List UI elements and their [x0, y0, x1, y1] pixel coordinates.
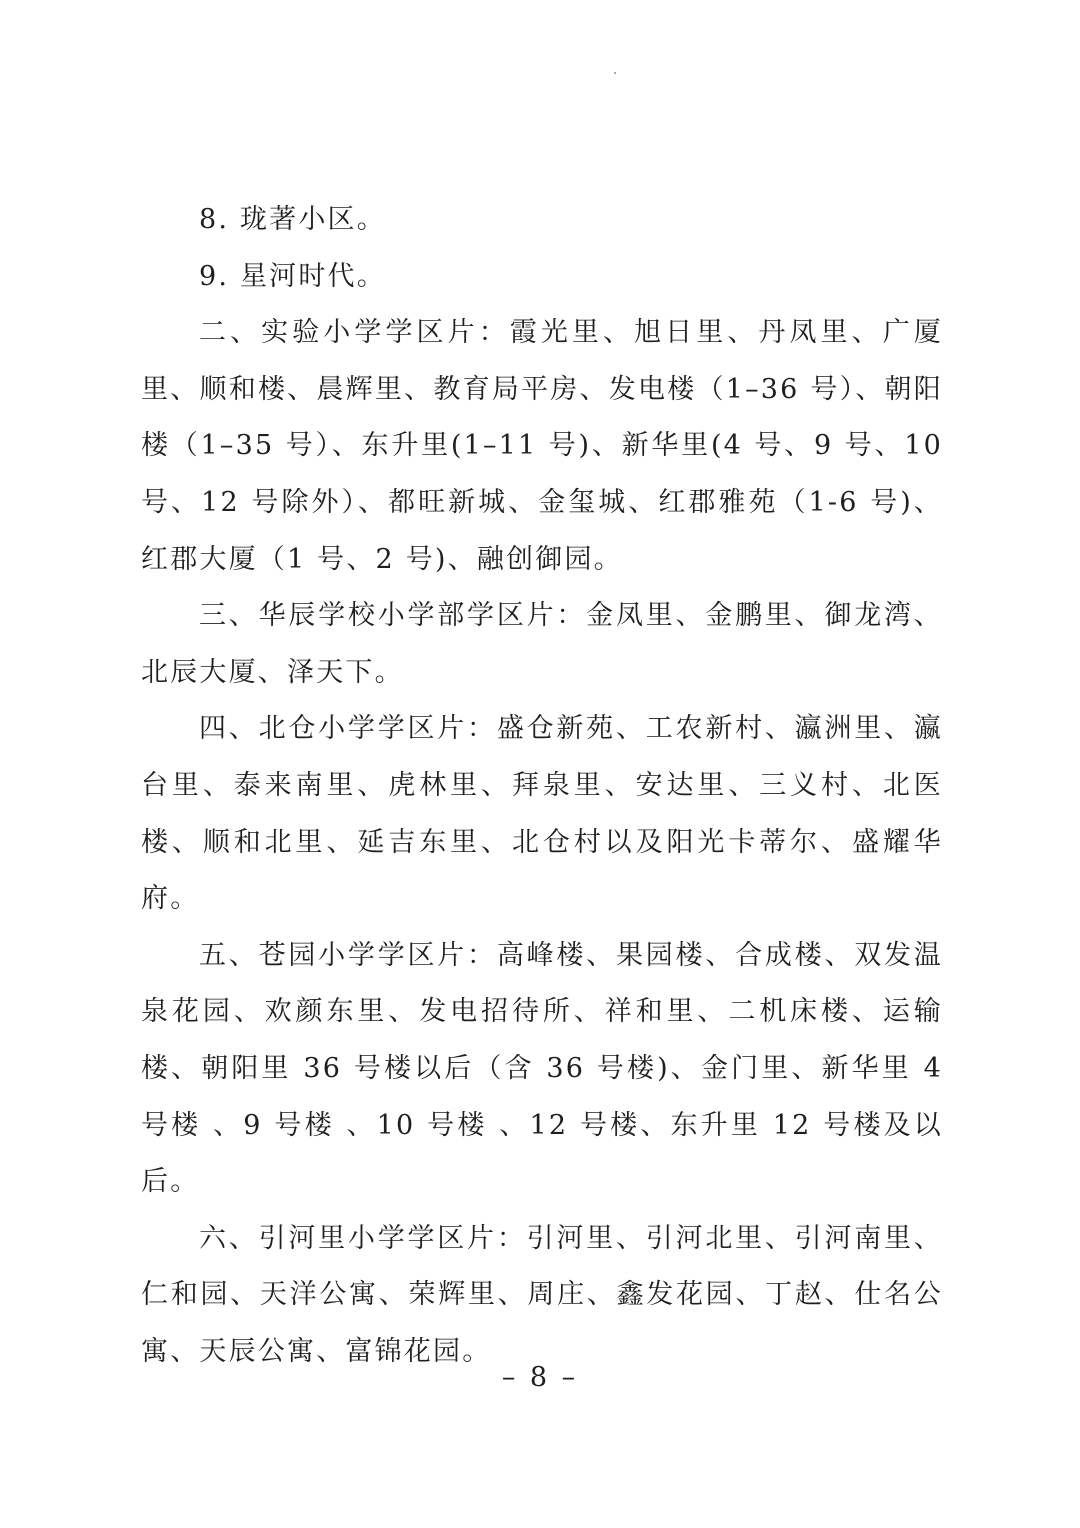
- paragraph-item-9: 9. 星河时代。: [199, 260, 386, 292]
- scan-speck: [614, 72, 616, 74]
- page-number: – 8 –: [501, 1362, 579, 1393]
- paragraph-yinheli-school-district: 六、引河里小学学区片：引河里、引河北里、引河南里、仁和园、天洋公寓、荣辉里、周庄、鑫发花园、丁赵、仕名公寓、天辰公寓、富锦花园。: [141, 1222, 943, 1367]
- paragraph-item-8: 8. 珑著小区。: [199, 204, 386, 235]
- paragraph-beicang-school-district: 四、北仓小学学区片：盛仓新苑、工农新村、瀛洲里、瀛台里、泰来南里、虎林里、拜泉里、安达里、三义村、北医楼、顺和北里、延吉东里、北仓村以及阳光卡蒂尔、盛耀华府。: [141, 713, 943, 915]
- document-body: [141, 192, 943, 1380]
- paragraph-cangyuan-school-district: 五、苍园小学学区片：高峰楼、果园楼、合成楼、双发温泉花园、欢颜东里、发电招待所、祥和里、二机床楼、运输楼、朝阳里 36 号楼以后（含 36 号楼)、金门里、新华里 4 号楼 、9 号楼 、10 号楼 、12 号楼、东升里 12 号楼及以后。: [141, 939, 943, 1198]
- paragraph-huachen-school-district: 三、华辰学校小学部学区片：金凤里、金鹏里、御龙湾、北辰大厦、泽天下。: [141, 600, 943, 688]
- paragraph-shiyan-school-district: 二、实验小学学区片：霞光里、旭日里、丹凤里、广厦里、顺和楼、晨辉里、教育局平房、发电楼（1–36 号）、朝阳楼（1–35 号）、东升里(1–11 号)、新华里(4 号、9 号、10 号、12 号除外）、都旺新城、金玺城、红郡雅苑（1-6 号)、红郡大厦（1 号、2 号)、融创御园。: [141, 317, 943, 575]
